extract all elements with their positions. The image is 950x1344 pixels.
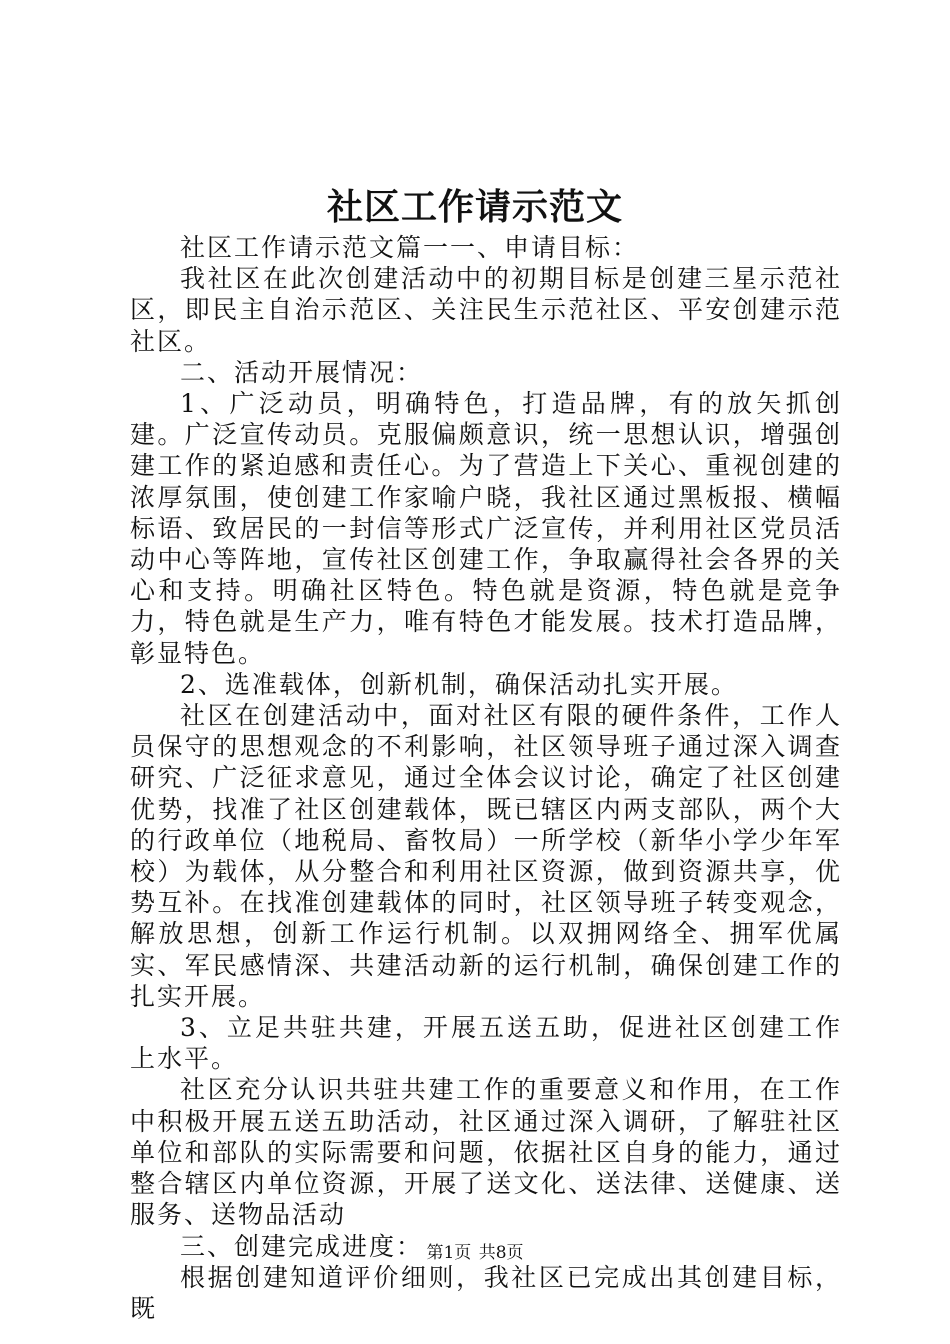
document-title: 社区工作请示范文 [326, 186, 623, 228]
paragraph: 根据创建知道评价细则，我社区已完成出其创建目标，既 [130, 1262, 842, 1323]
paragraph: 社区在创建活动中，面对社区有限的硬件条件，工作人员保守的思想观念的不利影响，社区领导班子通过深入调查研究、广泛征求意见，通过全体会议讨论，确定了社区创建优势，找准了社区创建载体，既已辖区内两支部队，两个大的行政单位（地税局、畜牧局）一所学校（新华小学少年军校）为载体，从分整合和利用社区资源，做到资源共享，优势互补。在找准创建载体的同时，社区领导班子转变观念，解放思想，创新工作运行机制。以双拥网络全、拥军优属实、军民感情深、共建活动新的运行机制，确保创建工作的扎实开展。 [130, 701, 842, 1011]
page-number: 第1页 [426, 1243, 472, 1263]
paragraph: 社区工作请示范文篇一一、申请目标： [180, 233, 640, 262]
document-body [130, 232, 842, 1324]
page-total: 共8页 [478, 1243, 524, 1263]
paragraph: 二、活动开展情况： [180, 357, 424, 387]
paragraph: 三、创建完成进度： [180, 1231, 424, 1261]
paragraph: 2、选准载体，创新机制，确保活动扎实开展。 [180, 669, 738, 699]
paragraph: 社区充分认识共驻共建工作的重要意义和作用，在工作中积极开展五送五助活动，社区通过深入调研，了解驻社区单位和部队的实际需要和问题，依据社区自身的能力，通过整合辖区内单位资源，开展了送文化、送法律、送健康、送服务、送物品活动 [130, 1075, 842, 1230]
paragraph: 1、广泛动员，明确特色，打造品牌，有的放矢抓创建。广泛宣传动员。克服偏颇意识，统一思想认识，增强创建工作的紧迫感和责任心。为了营造上下关心、重视创建的浓厚氛围，使创建工作家喻户晓，我社区通过黑板报、横幅标语、致居民的一封信等形式广泛宣传，并利用社区党员活动中心等阵地，宣传社区创建工作，争取赢得社会各界的关心和支持。明确社区特色。特色就是资源，特色就是竞争力，特色就是生产力，唯有特色才能发展。技术打造品牌，彰显特色。 [130, 389, 842, 668]
paragraph: 3、立足共驻共建，开展五送五助，促进社区创建工作上水平。 [130, 1013, 842, 1074]
page-footer [0, 1241, 950, 1265]
paragraph: 我社区在此次创建活动中的初期目标是创建三星示范社区，即民主自治示范区、关注民生示范社区、平安创建示范社区。 [130, 264, 842, 356]
